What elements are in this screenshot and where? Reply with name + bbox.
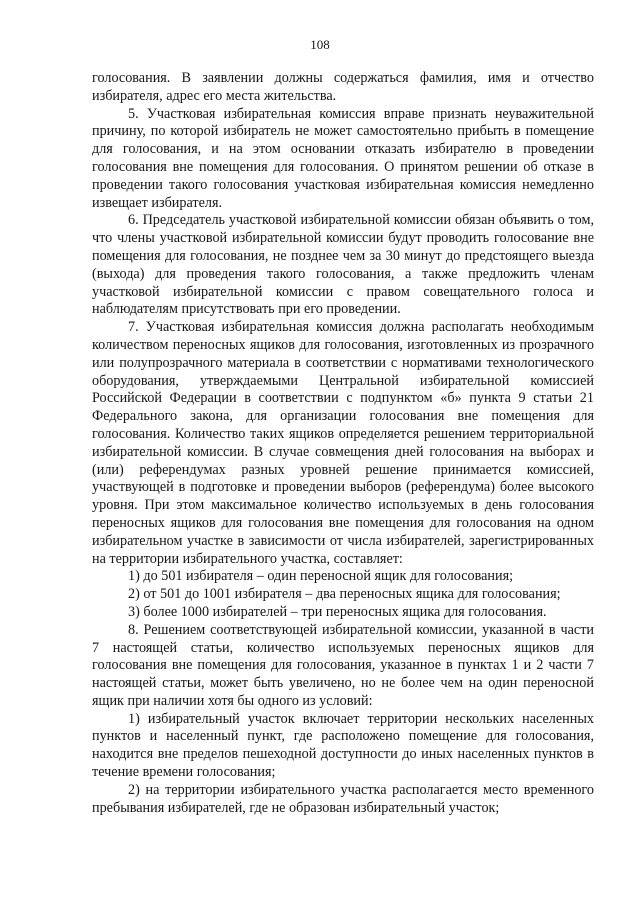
page-number: 108 — [310, 37, 330, 52]
paragraph-item-6: 6. Председатель участковой избирательной комиссии обязан объявить о том, что члены участковой избирательной комиссии будут проводить голосование вне помещения для голосования, не позднее чем за 30 минут до предстоящего выезда (выхода) для проведения такого голосования, а также предложить членам участковой избирательной комиссии с правом совещательного голоса и наблюдателям присутствовать при его проведении. — [92, 212, 594, 318]
list-item-8-1: 1) избирательный участок включает территории нескольких населенных пунктов и населенный пункт, где расположено помещение для голосования, находится вне пределов пешеходной доступности до иных населенных пунктов в течение времени голосования; — [92, 710, 594, 781]
paragraph-item-7: 7. Участковая избирательная комиссия должна располагать необходимым количеством переносных ящиков для голосования, изготовленных из прозрачного или полупрозрачного материала в соответствии с нормативами технологического оборудования, утверждаемыми Центральной избирательной комиссией Российской Федерации в соответствии с подпунктом «б» пункта 9 статьи 21 Федерального закона, для организации голосования вне помещения для голосования. Количество таких ящиков определяется решением территориальной избирательной комиссии. В случае совмещения дней голосования на выборах и (или) референдумах разных уровней решение принимается комиссией, участвующей в подготовке и проведении выборов (референдума) более высокого уровня. При этом максимальное количество используемых в день голосования переносных ящиков для голосования вне помещения для голосования на одном избирательном участке в зависимости от числа избирателей, зарегистрированных на территории избирательного участка, составляет: — [92, 319, 594, 567]
document-body — [92, 70, 594, 817]
list-item-8-2: 2) на территории избирательного участка располагается место временного пребывания избирателей, где не образован избирательный участок; — [92, 781, 594, 816]
list-item-7-2: 2) от 501 до 1001 избирателя – два переносных ящика для голосования; — [128, 586, 561, 603]
paragraph-continuation: голосования. В заявлении должны содержаться фамилия, имя и отчество избирателя, адрес его места жительства. — [92, 70, 594, 104]
paragraph-item-8: 8. Решением соответствующей избирательной комиссии, указанной в части 7 настоящей статьи, количество используемых переносных ящиков для голосования вне помещения для голосования, указанное в пунктах 1 и 2 части 7 настоящей статьи, может быть увеличено, но не более чем на один переносной ящик при наличии хотя бы одного из условий: — [92, 621, 594, 709]
paragraph-item-5: 5. Участковая избирательная комиссия вправе признать неуважительной причину, по которой избиратель не может самостоятельно прибыть в помещение для голосования, и на этом основании отказать избирателю в проведении голосования вне помещения для голосования. О принятом решении об отказе в проведении такого голосования участковая избирательная комиссия немедленно извещает избирателя. — [92, 105, 594, 211]
list-item-7-1: 1) до 501 избирателя – один переносной ящик для голосования; — [128, 568, 514, 585]
list-item-7-3: 3) более 1000 избирателей – три переносных ящика для голосования. — [128, 603, 547, 620]
